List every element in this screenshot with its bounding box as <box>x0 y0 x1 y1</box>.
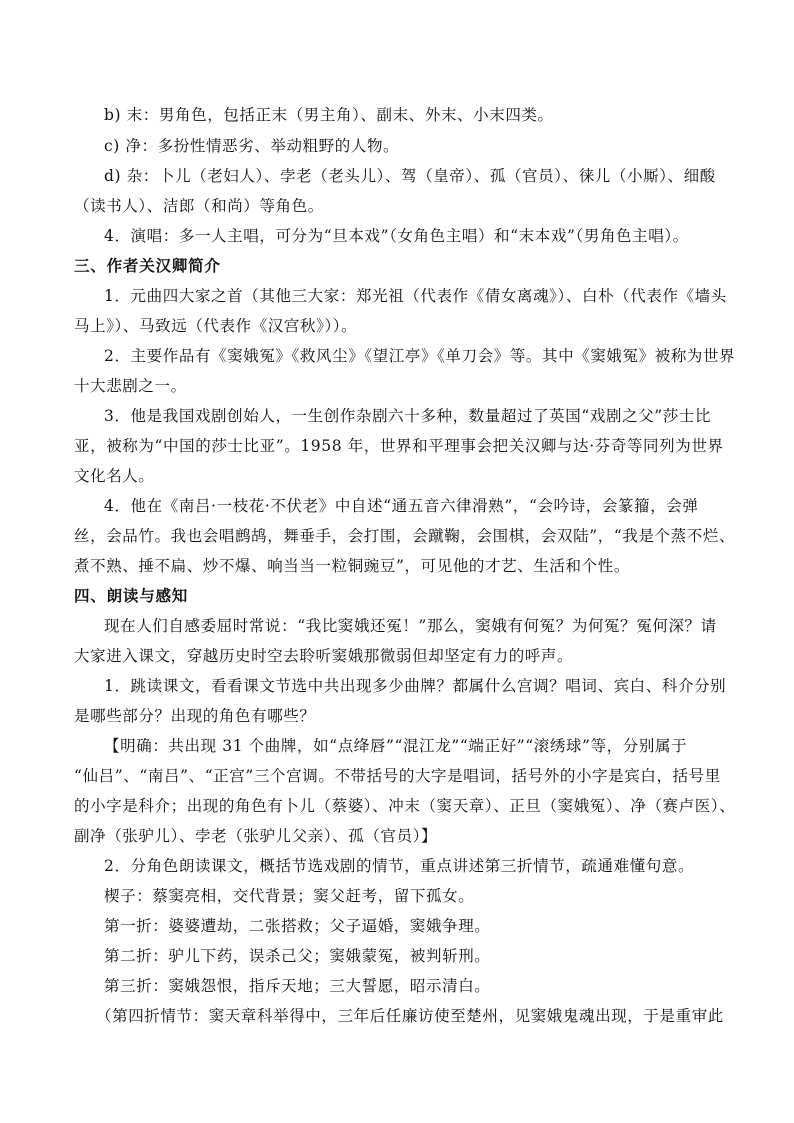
text-line: 第二折：驴儿下药，误杀己父；窦娥蒙冤，被判斩刑。 <box>104 947 491 965</box>
text-line: （第四折情节：窦天章科举得中，三年后任廉访使至楚州，见窦娥鬼魂出现，于是重审此 <box>96 1007 724 1025</box>
text-line: 大家进入课文，穿越历史时空去聆听窦娥那微弱但却坚定有力的呼声。 <box>74 647 574 665</box>
text-line: 现在人们自感委屈时常说：“我比窦娥还冤！”那么，窦娥有何冤？为何冤？冤何深？请 <box>104 617 717 635</box>
text-line: 十大悲剧之一。 <box>74 377 187 395</box>
text-line: d) 杂：卜儿（老妇人）、孛老（老头儿）、驾（皇帝）、孤（官员）、徕儿（小厮）、细酸 <box>104 167 716 185</box>
section-heading: 四、朗读与感知 <box>74 587 189 605</box>
text-line: 2．分角色朗读课文，概括节选戏剧的情节，重点讲述第三折情节，疏通难懂句意。 <box>104 857 695 875</box>
text-line: 副净（张驴儿）、孛老（张驴儿父亲）、孤（官员）】 <box>74 827 438 845</box>
text-line: “仙吕”、“南吕”、“正宫”三个宫调。不带括号的大字是唱词，括号外的小字是宾白，括号里 <box>74 767 721 785</box>
text-line: 1．元曲四大家之首（其他三大家：郑光祖（代表作《倩女离魂》）、白朴（代表作《墙头 <box>104 287 727 305</box>
text-line: c) 净：多扮性情恶劣、举动粗野的人物。 <box>104 137 400 155</box>
text-line: 的小字是科介；出现的角色有卜儿（蔡婆）、冲末（窦天章）、正旦（窦娥冤）、净（赛卢医）、 <box>74 797 736 815</box>
text-line: 第一折：婆婆遭劫，二张搭救；父子逼婚，窦娥争理。 <box>104 917 491 935</box>
text-line: 文化名人。 <box>74 467 155 485</box>
text-line: 马上》）、马致远（代表作《汉宫秋》））。 <box>74 317 358 335</box>
text-line: 1．跳读课文，看看课文节选中共出现多少曲牌？都属什么宫调？唱词、宾白、科介分别 <box>104 677 727 695</box>
text-line: 是哪些部分？出现的角色有哪些？ <box>74 707 316 725</box>
text-line: 煮不熟、捶不扁、炒不爆、响当当一粒铜豌豆”，可见他的才艺、生活和个性。 <box>74 557 630 575</box>
text-line: b) 末：男角色，包括正末（男主角）、副末、外末、小末四类。 <box>104 106 554 124</box>
text-line: 亚，被称为“中国的莎士比亚”。1958 年，世界和平理事会把关汉卿与达·芬奇等同列为世界 <box>74 437 724 455</box>
text-line: 【明确：共出现 31 个曲牌，如“点绛唇”“混江龙”“端正好”“滚绣球”等，分别属于 <box>104 737 688 755</box>
text-line: 4．他在《南吕·一枝花·不伏老》中自述“通五音六律滑熟”，“会吟诗，会篆籀，会弹 <box>104 497 699 515</box>
text-line: 2．主要作品有《窦娥冤》《救风尘》《望江亭》《单刀会》等。其中《窦娥冤》被称为世界 <box>104 347 736 365</box>
text-line: 4．演唱：多一人主唱，可分为“旦本戏”（女角色主唱）和“末本戏”（男角色主唱）。 <box>104 227 689 245</box>
text-line: 丝，会品竹。我也会唱鹧鸪，舞垂手，会打围，会蹴鞠，会围棋，会双陆”，“我是个蒸不烂、 <box>74 527 736 545</box>
section-heading: 三、作者关汉卿简介 <box>74 257 221 275</box>
text-line: 3．他是我国戏剧创始人，一生创作杂剧六十多种，数量超过了英国“戏剧之父”莎士比 <box>104 407 712 425</box>
text-line: 第三折：窦娥怨恨，指斥天地；三大誓愿，昭示清白。 <box>104 977 491 995</box>
text-line: 楔子：蔡窦亮相，交代背景；窦父赶考，留下孤女。 <box>104 887 475 905</box>
text-line: （读书人）、洁郎（和尚）等角色。 <box>74 197 324 215</box>
